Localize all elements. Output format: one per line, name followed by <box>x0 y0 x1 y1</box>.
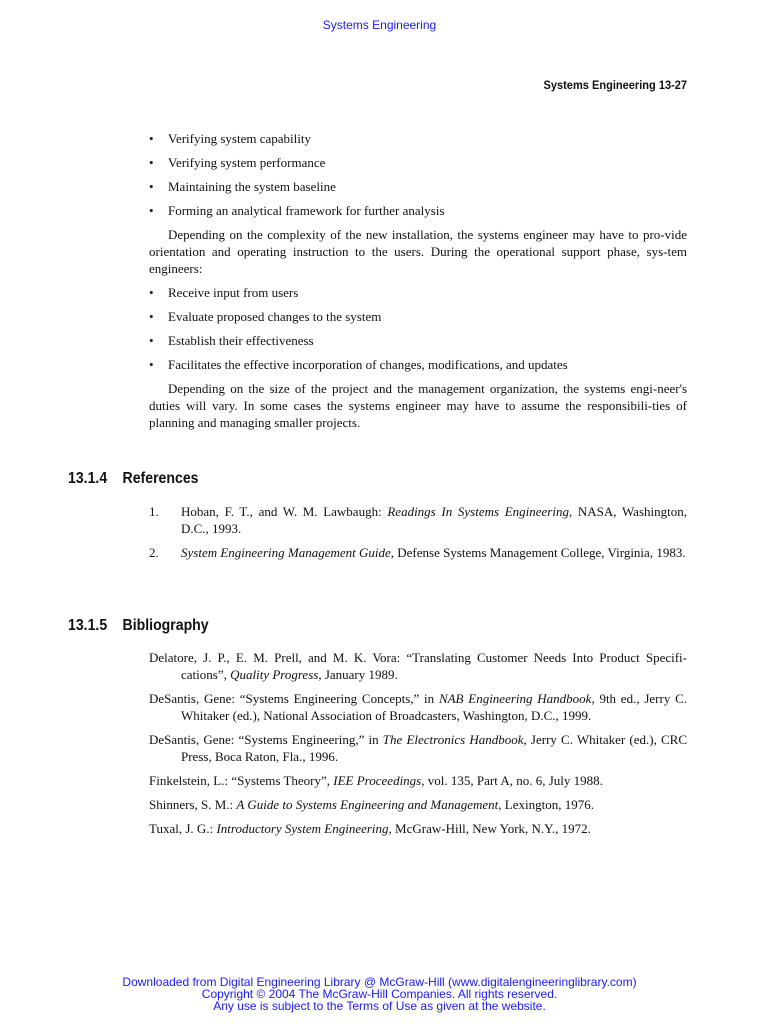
section-heading-references <box>68 470 198 488</box>
bib-text: , January 1989. <box>318 667 398 682</box>
bibliography-item <box>149 731 687 765</box>
bib-title: The Electronics Handbook <box>382 732 524 747</box>
bibliography-item <box>149 772 687 789</box>
reference-title: Readings In Systems Engineering <box>387 504 569 519</box>
bib-title: Introductory System Engineering <box>216 821 389 836</box>
section-number: 13.1.5 <box>68 617 108 634</box>
body-text <box>149 130 687 438</box>
reference-number: 2. <box>149 545 159 560</box>
footer-links <box>0 976 759 1012</box>
list-item: • Facilitates the effective incorporation of changes, modifications, and updates <box>149 356 687 373</box>
list-item: • Receive input from users <box>149 284 687 301</box>
bib-text: , Jerry C. Whitaker (ed.), CRC Press, Boca Raton, Fla., 1996. <box>181 732 688 764</box>
reference-item <box>149 544 687 561</box>
section-title: References <box>122 470 199 487</box>
bib-text: Tuxal, J. G.: <box>149 821 217 836</box>
bibliography-item <box>149 796 687 813</box>
reference-text: Defense Systems Management College, Virginia, 1983. <box>394 545 686 560</box>
bib-text: Finkelstein, L.: “Systems Theory”, <box>149 773 334 788</box>
references-list <box>149 503 687 568</box>
bib-text: , McGraw-Hill, New York, N.Y., 1972. <box>388 821 591 836</box>
bib-text: DeSantis, Gene: “Systems Engineering,” in <box>149 732 383 747</box>
bibliography-item <box>149 690 687 724</box>
bibliography-item <box>149 649 687 683</box>
bib-text: Shinners, S. M.: <box>149 797 237 812</box>
footer-terms-link[interactable]: Any use is subject to the Terms of Use as given at the website. <box>213 999 546 1013</box>
paragraph-operational-support: Depending on the complexity of the new installation, the systems engineer may have to pro-vide orientation and operating instruction to the users. During the operational support phase, sys-tem engineers: <box>149 227 687 276</box>
list-item: • Maintaining the system baseline <box>149 178 687 195</box>
list-item: • Verifying system performance <box>149 154 687 171</box>
bib-title: IEE Proceedings <box>333 773 422 788</box>
footer-download-link[interactable]: Downloaded from Digital Engineering Library @ McGraw-Hill (www.digitalengineeringlibrary.com) <box>122 975 637 989</box>
bib-title: A Guide to Systems Engineering and Management <box>236 797 499 812</box>
bibliography-item <box>149 820 687 837</box>
bullet-list-engineer-tasks <box>149 284 687 373</box>
paragraph-duties: Depending on the size of the project and the management organization, the systems engi-neer's duties will vary. In some cases the systems engineer may have to assume the responsibili-ties of planning and managing smaller projects. <box>149 381 687 430</box>
list-item: • Evaluate proposed changes to the system <box>149 308 687 325</box>
bib-title: Quality Progress <box>230 667 319 682</box>
reference-text: , NASA, Washington, D.C., 1993. <box>181 504 687 536</box>
bib-text: , Lexington, 1976. <box>498 797 594 812</box>
bib-title: NAB Engineering Handbook <box>438 691 592 706</box>
running-head: Systems Engineering 13-27 <box>543 78 687 92</box>
bib-text: Delatore, J. P., E. M. Prell, and M. K. Vora: “Translating Customer Needs Into Product Specifi-cations”, <box>149 650 687 682</box>
list-item: • Forming an analytical framework for further analysis <box>149 202 687 219</box>
reference-title: System Engineering Management Guide, <box>181 545 395 560</box>
reference-text: Hoban, F. T., and W. M. Lawbaugh: <box>181 504 388 519</box>
reference-number: 1. <box>149 504 159 519</box>
list-item: • Establish their effectiveness <box>149 332 687 349</box>
top-link-systems-engineering[interactable]: Systems Engineering <box>322 18 437 32</box>
section-number: 13.1.4 <box>68 470 108 487</box>
footer-copyright-link[interactable]: Copyright © 2004 The McGraw-Hill Companies. All rights reserved. <box>201 987 558 1001</box>
reference-item <box>149 503 687 537</box>
bullet-list-capabilities <box>149 130 687 219</box>
bibliography-list <box>149 649 687 844</box>
section-title: Bibliography <box>122 617 209 634</box>
list-item: • Verifying system capability <box>149 130 687 147</box>
bib-text: DeSantis, Gene: “Systems Engineering Concepts,” in <box>149 691 439 706</box>
section-heading-bibliography <box>68 617 209 635</box>
bib-text: , 9th ed., Jerry C. Whitaker (ed.), National Association of Broadcasters, Washington, D.C., 1999. <box>181 691 688 723</box>
bib-text: , vol. 135, Part A, no. 6, July 1988. <box>421 773 603 788</box>
